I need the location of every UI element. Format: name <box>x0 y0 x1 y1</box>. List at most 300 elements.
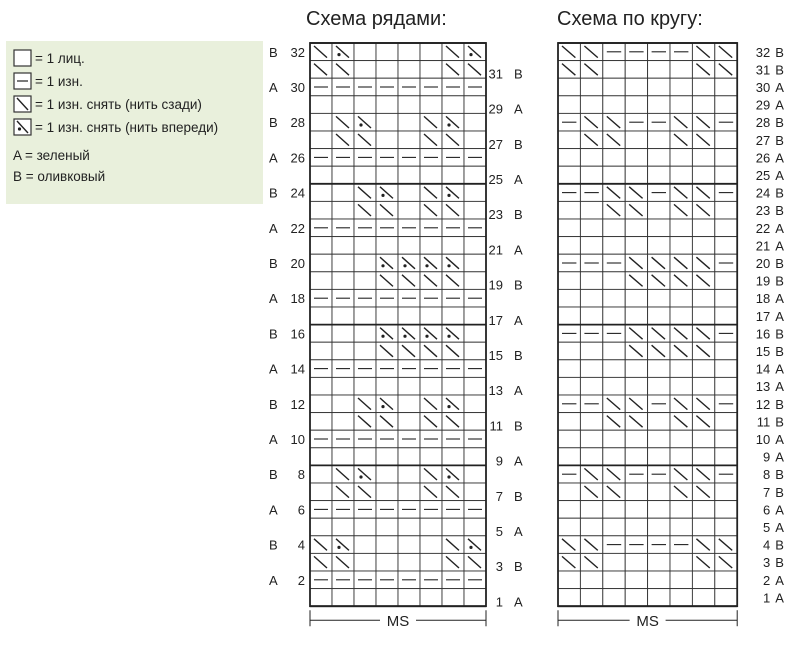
row-number: 28 <box>755 115 771 131</box>
slip-back-cell <box>354 413 376 431</box>
slip-back-cell <box>692 201 714 219</box>
chart-row <box>558 448 737 466</box>
purl-cell <box>442 78 464 96</box>
chart-row <box>310 201 486 219</box>
slip-back-cell <box>420 483 442 501</box>
knit-cell <box>603 149 625 167</box>
slip-front-cell <box>398 325 420 343</box>
purl-cell <box>420 78 442 96</box>
knit-cell <box>580 307 602 325</box>
slip-front-cell <box>354 465 376 483</box>
knit-cell <box>420 307 442 325</box>
knit-cell <box>354 342 376 360</box>
knit-cell <box>464 201 486 219</box>
slip-back-cell <box>442 536 464 554</box>
knit-cell <box>603 96 625 114</box>
purl-cell <box>376 571 398 589</box>
knit-cell <box>625 553 647 571</box>
purl-cell <box>420 430 442 448</box>
knit-cell <box>580 518 602 536</box>
chart-row <box>558 395 737 413</box>
knit-cell <box>558 201 580 219</box>
row-color: B <box>514 207 523 223</box>
slip-back-cell <box>648 254 670 272</box>
row-number: 26 <box>290 150 305 166</box>
purl-cell <box>558 325 580 343</box>
knit-cell <box>603 430 625 448</box>
purl-cell <box>420 571 442 589</box>
knit-cell <box>625 166 647 184</box>
row-number: 29 <box>488 101 503 117</box>
row-color: A <box>514 524 523 539</box>
row-number: 25 <box>755 168 771 183</box>
purl-cell <box>648 395 670 413</box>
slip-back-cell <box>670 342 692 360</box>
knit-cell <box>580 289 602 307</box>
purl-cell <box>310 219 332 237</box>
chart-row <box>558 413 737 431</box>
slip-back-cell <box>603 395 625 413</box>
knit-cell <box>464 518 486 536</box>
knit-cell <box>310 201 332 219</box>
knit-cell <box>558 430 580 448</box>
purl-cell <box>310 430 332 448</box>
knit-cell <box>376 307 398 325</box>
row-number: 9 <box>762 449 771 465</box>
purl-cell <box>420 501 442 519</box>
slip-back-cell <box>603 465 625 483</box>
slip-back-cell <box>420 395 442 413</box>
knit-cell <box>376 113 398 131</box>
knit-cell <box>648 289 670 307</box>
knit-cell <box>648 360 670 378</box>
chart-row <box>558 553 737 571</box>
chart-row <box>558 201 737 219</box>
slip-front-cell <box>420 325 442 343</box>
purl-cell <box>580 254 602 272</box>
knit-cell <box>442 518 464 536</box>
chart-row <box>310 219 486 237</box>
row-number: 15 <box>755 344 771 359</box>
purl-cell <box>558 395 580 413</box>
knit-cell <box>398 395 420 413</box>
purl-cell <box>558 254 580 272</box>
knit-cell <box>442 377 464 395</box>
knit-cell <box>332 166 354 184</box>
knit-cell <box>692 149 714 167</box>
knit-cell <box>648 377 670 395</box>
purl-cell <box>603 325 625 343</box>
knit-cell <box>332 254 354 272</box>
purl-cell <box>648 184 670 202</box>
row-number: 23 <box>755 203 771 219</box>
slip-back-cell <box>442 131 464 149</box>
knit-cell <box>603 360 625 378</box>
knit-cell <box>603 61 625 79</box>
row-number: 30 <box>290 80 305 95</box>
knit-cell <box>398 113 420 131</box>
slip-back-cell <box>692 61 714 79</box>
knit-cell <box>464 395 486 413</box>
purl-cell <box>354 360 376 378</box>
row-number: 27 <box>755 132 771 148</box>
row-color: B <box>514 488 523 504</box>
slip-back-cell <box>580 483 602 501</box>
knit-cell <box>648 237 670 255</box>
knit-cell <box>420 589 442 607</box>
knit-cell <box>558 78 580 96</box>
slip-back-cell <box>692 465 714 483</box>
knit-cell <box>715 166 737 184</box>
knit-cell <box>558 219 580 237</box>
chart-row <box>310 465 486 483</box>
purl-cell <box>332 501 354 519</box>
purl-cell <box>464 289 486 307</box>
row-number: 18 <box>755 291 771 307</box>
knit-cell <box>376 536 398 554</box>
slip-back-cell <box>420 465 442 483</box>
knit-cell <box>442 96 464 114</box>
slip-back-cell <box>398 272 420 290</box>
purl-cell <box>625 536 647 554</box>
knit-cell <box>310 325 332 343</box>
row-number: 25 <box>488 172 503 187</box>
slip-back-cell <box>442 553 464 571</box>
slip-back-cell <box>692 536 714 554</box>
slip-back-cell <box>354 184 376 202</box>
knit-cell <box>625 237 647 255</box>
chart-row <box>310 395 486 413</box>
knit-cell <box>715 501 737 519</box>
slip-front-cell <box>442 325 464 343</box>
slip-back-cell <box>580 553 602 571</box>
purl-cell <box>354 78 376 96</box>
row-color: A <box>775 220 784 236</box>
knit-cell <box>558 413 580 431</box>
row-color: A <box>269 150 278 166</box>
knit-cell <box>715 430 737 448</box>
knit-cell <box>398 483 420 501</box>
chart-row <box>310 360 486 378</box>
knit-cell <box>442 307 464 325</box>
row-number: 2 <box>762 572 771 588</box>
knit-cell <box>692 237 714 255</box>
chart-row <box>558 78 737 96</box>
knit-cell <box>376 43 398 61</box>
chart-row <box>558 166 737 184</box>
chart-row <box>310 413 486 431</box>
purl-cell <box>558 465 580 483</box>
slip-front-cell <box>332 43 354 61</box>
knit-cell <box>420 61 442 79</box>
chart-row <box>558 272 737 290</box>
knit-cell <box>420 553 442 571</box>
knit-cell <box>715 571 737 589</box>
purl-cell <box>648 113 670 131</box>
knit-cell <box>558 96 580 114</box>
knit-cell <box>376 448 398 466</box>
knit-cell <box>715 131 737 149</box>
row-color: B <box>775 132 784 148</box>
knit-cell <box>625 307 647 325</box>
row-number: 13 <box>755 379 771 395</box>
knit-cell <box>354 553 376 571</box>
knit-cell <box>464 448 486 466</box>
slip-back-cell <box>354 483 376 501</box>
purl-cell <box>310 289 332 307</box>
knit-cell <box>692 501 714 519</box>
slip-back-cell <box>692 395 714 413</box>
knit-cell <box>464 307 486 325</box>
row-color: B <box>269 44 278 60</box>
slip-back-cell <box>715 536 737 554</box>
chart-row <box>558 483 737 501</box>
chart-row <box>558 61 737 79</box>
chart-row <box>558 184 737 202</box>
knit-cell <box>332 589 354 607</box>
knit-cell <box>625 501 647 519</box>
knit-cell <box>648 61 670 79</box>
slip-back-cell <box>420 113 442 131</box>
knit-cell <box>648 430 670 448</box>
row-color: A <box>269 291 278 307</box>
row-number: 15 <box>488 348 503 363</box>
purl-cell <box>376 219 398 237</box>
knit-cell <box>558 448 580 466</box>
row-number: 28 <box>290 115 305 131</box>
knit-cell <box>715 307 737 325</box>
knit-cell <box>692 307 714 325</box>
row-number: 11 <box>489 418 503 434</box>
row-color: A <box>775 291 784 307</box>
knit-cell <box>715 518 737 536</box>
row-number: 1 <box>762 590 771 606</box>
purl-cell <box>332 571 354 589</box>
purl-cell <box>603 536 625 554</box>
slip-back-cell <box>692 43 714 61</box>
row-color: A <box>269 80 278 95</box>
knit-cell <box>442 448 464 466</box>
chart-row <box>558 289 737 307</box>
knit-cell <box>558 483 580 501</box>
row-number: 19 <box>488 277 503 293</box>
purl-cell <box>420 149 442 167</box>
row-number: 5 <box>762 520 771 535</box>
row-number: 7 <box>762 484 771 500</box>
knit-cell <box>310 166 332 184</box>
knit-cell <box>603 272 625 290</box>
knit-cell <box>670 430 692 448</box>
slip-front-cell <box>376 254 398 272</box>
slip-front-cell <box>442 184 464 202</box>
knit-cell <box>310 184 332 202</box>
slip-back-cell <box>310 553 332 571</box>
slip-back-cell <box>670 254 692 272</box>
slip-back-cell <box>580 113 602 131</box>
slip-back-cell <box>692 413 714 431</box>
row-number: 10 <box>755 432 771 447</box>
knit-cell <box>715 272 737 290</box>
knit-cell <box>692 448 714 466</box>
knit-cell <box>692 377 714 395</box>
slip-back-cell <box>376 342 398 360</box>
slip-back-cell <box>558 553 580 571</box>
knit-cell <box>603 501 625 519</box>
knit-cell <box>464 166 486 184</box>
purl-cell <box>310 501 332 519</box>
knit-cell <box>580 430 602 448</box>
row-color: A <box>775 150 784 166</box>
legend-label-purl: = 1 изн. <box>35 74 83 89</box>
row-number: 9 <box>495 453 503 469</box>
knit-cell <box>715 413 737 431</box>
knit-cell <box>354 589 376 607</box>
row-number: 12 <box>290 396 305 412</box>
row-number: 22 <box>755 220 771 236</box>
chart-row <box>558 571 737 589</box>
knit-cell <box>420 518 442 536</box>
row-number: 16 <box>290 326 305 342</box>
slip-back-cell <box>692 131 714 149</box>
row-color: B <box>514 418 523 434</box>
row-number: 4 <box>762 537 771 553</box>
knit-cell <box>648 413 670 431</box>
row-number: 10 <box>290 432 305 447</box>
knit-cell <box>310 589 332 607</box>
knit-cell <box>558 518 580 536</box>
purl-cell <box>625 43 647 61</box>
slip-back-cell <box>625 184 647 202</box>
slip-front-cell <box>354 113 376 131</box>
knit-cell <box>715 377 737 395</box>
slip-back-cell <box>310 43 332 61</box>
row-number: 6 <box>297 502 305 518</box>
knit-cell <box>692 96 714 114</box>
knit-cell <box>603 377 625 395</box>
slip-back-cell <box>420 201 442 219</box>
knit-cell <box>398 518 420 536</box>
knit-cell <box>648 78 670 96</box>
knit-cell <box>420 377 442 395</box>
purl-cell <box>603 43 625 61</box>
slip-front-cell <box>442 113 464 131</box>
row-color: B <box>514 348 523 363</box>
knit-cell <box>580 149 602 167</box>
row-number: 32 <box>290 44 305 60</box>
knit-cell <box>603 553 625 571</box>
chart-row <box>558 465 737 483</box>
purl-cell <box>464 360 486 378</box>
knit-cell <box>310 342 332 360</box>
row-color: B <box>514 277 523 293</box>
slip-back-cell <box>442 342 464 360</box>
purl-cell <box>398 430 420 448</box>
chart-row <box>558 342 737 360</box>
row-number: 7 <box>495 488 503 504</box>
knit-cell <box>398 589 420 607</box>
chart-row <box>310 237 486 255</box>
slip-back-cell <box>376 201 398 219</box>
row-number: 27 <box>488 136 503 152</box>
chart-row <box>310 589 486 607</box>
row-number: 31 <box>755 62 771 78</box>
knit-cell <box>376 589 398 607</box>
chart-row <box>558 43 737 61</box>
purl-cell <box>580 395 602 413</box>
knit-cell <box>670 518 692 536</box>
knit-cell <box>715 96 737 114</box>
slip-front-cell <box>464 43 486 61</box>
knit-cell <box>580 360 602 378</box>
knit-cell <box>332 395 354 413</box>
knit-cell <box>398 413 420 431</box>
knit-cell <box>354 377 376 395</box>
row-color: A <box>775 572 784 588</box>
knit-cell <box>670 219 692 237</box>
slip-back-cell <box>670 483 692 501</box>
knit-cell <box>670 96 692 114</box>
slip-back-cell <box>692 342 714 360</box>
row-color: A <box>514 594 523 610</box>
purl-cell <box>310 149 332 167</box>
knit-cell <box>376 553 398 571</box>
knit-cell <box>580 166 602 184</box>
purl-cell <box>398 219 420 237</box>
slip-back-cell <box>603 184 625 202</box>
purl-cell <box>580 184 602 202</box>
knit-cell <box>603 237 625 255</box>
knit-cell <box>670 448 692 466</box>
chart-row <box>310 501 486 519</box>
knit-cell <box>670 553 692 571</box>
knit-cell <box>603 342 625 360</box>
knit-cell <box>354 166 376 184</box>
row-color: B <box>775 203 784 219</box>
chart-row <box>558 501 737 519</box>
slip-back-cell <box>420 184 442 202</box>
knit-cell <box>376 518 398 536</box>
knit-cell <box>332 272 354 290</box>
knit-cell <box>625 483 647 501</box>
row-color: A <box>775 168 784 183</box>
knit-cell <box>398 131 420 149</box>
purl-cell <box>715 325 737 343</box>
slip-back-cell <box>376 272 398 290</box>
row-number: 24 <box>290 185 305 201</box>
chart-row <box>558 96 737 114</box>
knit-cell <box>558 571 580 589</box>
knit-cell <box>398 61 420 79</box>
knit-cell <box>558 377 580 395</box>
chart-row <box>310 254 486 272</box>
row-number: 26 <box>755 150 771 166</box>
row-color: A <box>269 220 278 236</box>
slip-back-cell <box>442 43 464 61</box>
slip-back-cell <box>648 342 670 360</box>
row-number: 8 <box>297 467 305 483</box>
chart-row <box>558 131 737 149</box>
knit-cell <box>376 96 398 114</box>
row-number: 11 <box>756 414 771 430</box>
knit-cell <box>603 448 625 466</box>
knit-cell <box>464 254 486 272</box>
knit-cell <box>670 61 692 79</box>
slip-back-cell <box>420 131 442 149</box>
purl-cell <box>464 571 486 589</box>
slip-back-cell <box>625 272 647 290</box>
slip-back-cell <box>625 325 647 343</box>
knit-cell <box>310 272 332 290</box>
